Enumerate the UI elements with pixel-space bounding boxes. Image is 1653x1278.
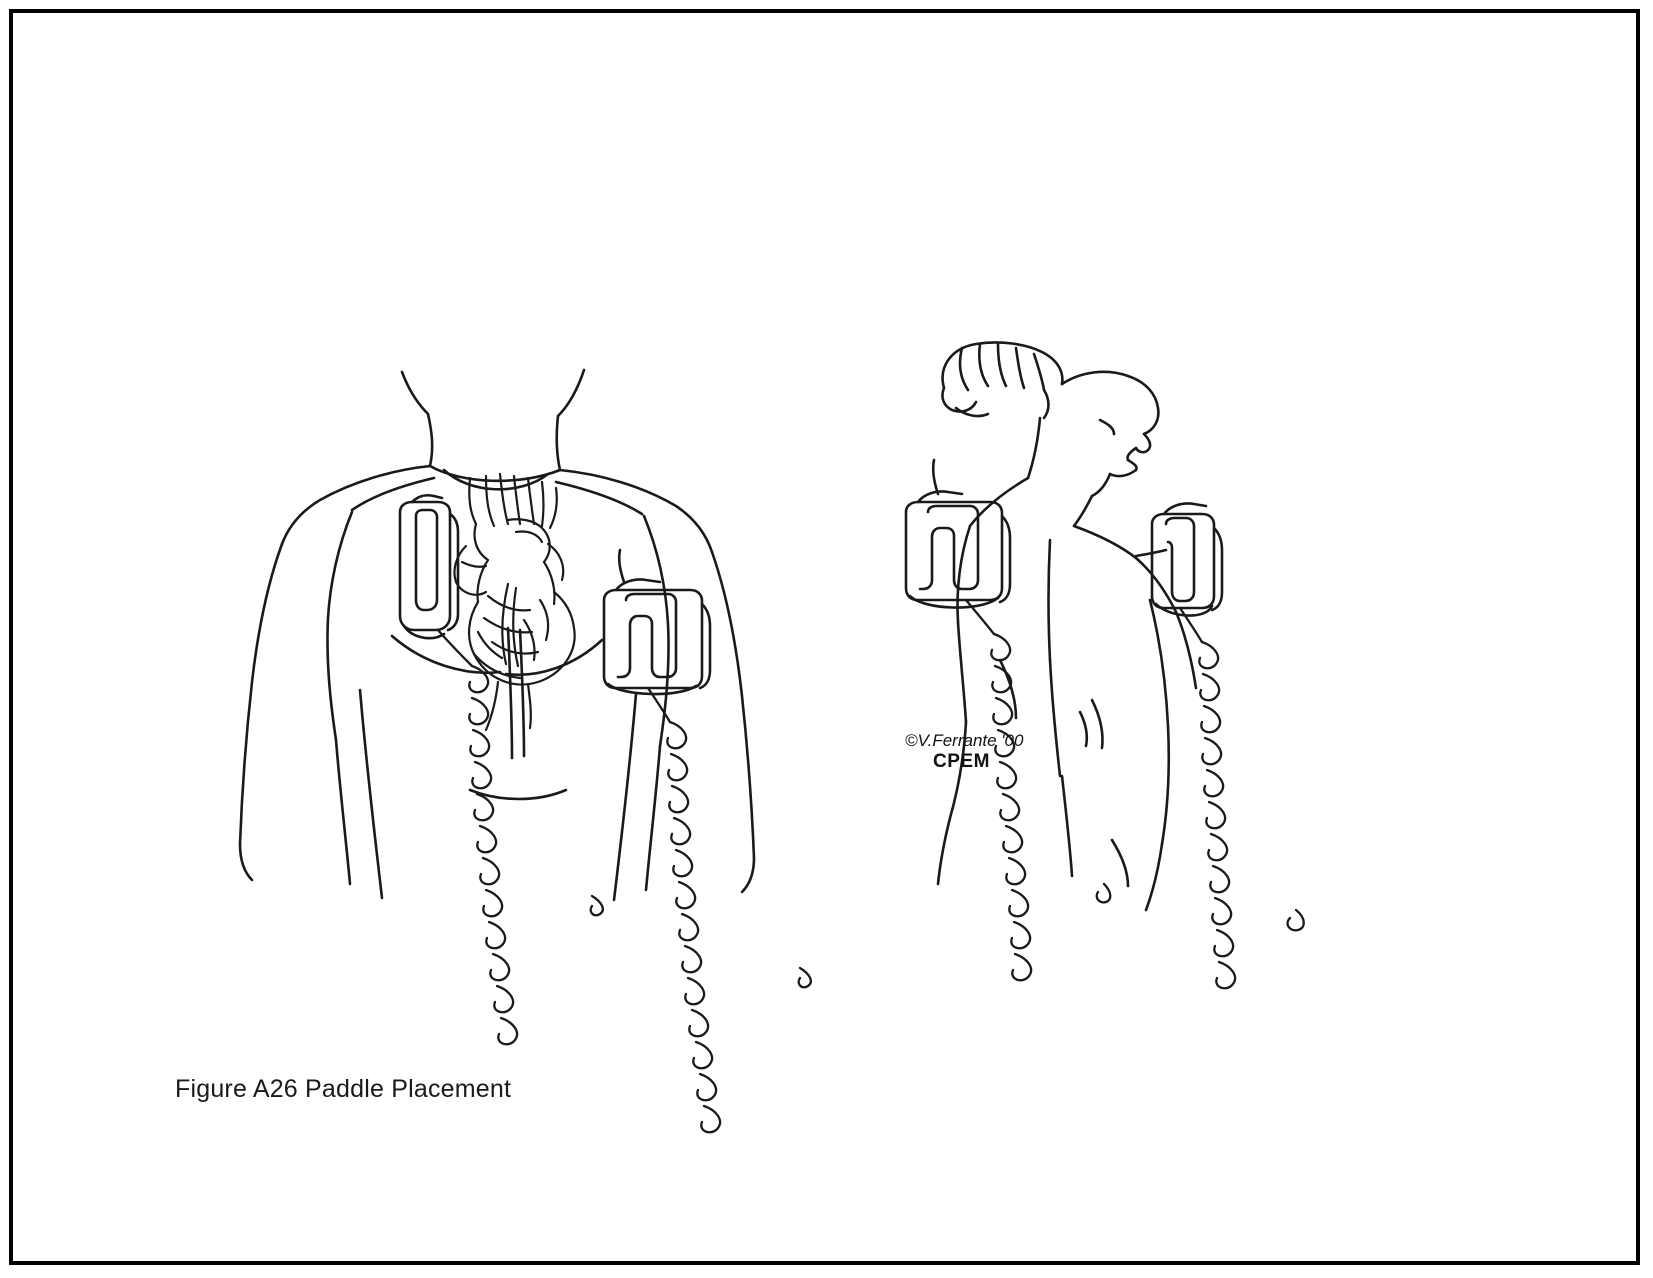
- coronary-artery-3: [540, 600, 548, 640]
- neck-front-right: [1074, 496, 1092, 526]
- paddle-4-slot: [1166, 518, 1194, 601]
- cable-left-lead: [438, 630, 472, 666]
- cable-right-tip: [799, 968, 811, 987]
- sternum-line: [508, 628, 512, 758]
- coronary-artery-1: [488, 596, 530, 610]
- coiled-cable-right: [648, 688, 811, 1132]
- hair-left-lock: [942, 388, 976, 412]
- hair-bottom-right: [1044, 390, 1049, 418]
- hair-bottom-left: [956, 408, 988, 416]
- paddle-4-outer: [1152, 514, 1214, 608]
- back-right-upper: [1150, 600, 1168, 726]
- anterior-view-group: [240, 370, 811, 1132]
- aortic-arch-inner: [516, 531, 542, 542]
- paddle-3-top-edge: [918, 491, 962, 502]
- arm-left-outer: [240, 544, 282, 844]
- hair-strand-2: [979, 344, 988, 386]
- coiled-cable-back: [1180, 608, 1304, 988]
- paddle-2-stub: [619, 550, 624, 582]
- interventricular-groove: [502, 584, 508, 664]
- vessel-6: [542, 482, 544, 526]
- arm-left-inner-lower: [336, 740, 350, 884]
- arm-right-inner-lower: [646, 746, 660, 890]
- cable-left-coil: [469, 666, 517, 1044]
- cable-front-coil: [991, 634, 1031, 980]
- paddle-lower-left-apex: [604, 550, 710, 694]
- neck-left: [428, 414, 432, 466]
- aortic-arch: [508, 519, 550, 562]
- artist-credit: [905, 732, 1025, 772]
- neck-back: [1028, 418, 1040, 478]
- cable-back-lead: [1180, 608, 1202, 642]
- back-left-hip: [938, 818, 950, 884]
- vessel-2: [486, 476, 494, 526]
- vessel-4: [514, 476, 520, 524]
- coiled-cable-front: [966, 600, 1110, 980]
- arm-right-back-lower: [1176, 612, 1196, 688]
- jaw-under: [1092, 474, 1110, 496]
- cable-back-tip: [1288, 910, 1304, 930]
- artist-signature: ©V.Ferrante '00: [905, 731, 1024, 750]
- hair-strand-5: [1034, 354, 1044, 390]
- figure-caption: Figure A26 Paddle Placement: [175, 1075, 512, 1103]
- spine-sacral: [1062, 776, 1072, 876]
- paddle-1-base: [404, 626, 444, 638]
- clavicle-left: [352, 478, 434, 510]
- paddle-1-slot: [416, 510, 437, 610]
- atrium-detail: [462, 562, 486, 567]
- jaw-left-line: [402, 372, 428, 414]
- organization-label: CPEM: [933, 750, 990, 772]
- spine-upper: [1049, 540, 1051, 660]
- muscle-line-right: [1080, 712, 1087, 746]
- vessel-7: [550, 488, 557, 528]
- paddle-posterior: [1136, 503, 1222, 615]
- cable-left-tip: [591, 896, 603, 915]
- hair-strand-1: [960, 348, 968, 390]
- scapula-line-right: [1092, 700, 1103, 748]
- chin-profile: [1110, 470, 1136, 476]
- cable-right-coil: [667, 722, 720, 1132]
- aortic-arch-left: [475, 524, 489, 560]
- inferior-vessel-1: [486, 682, 498, 730]
- sternum-line-2: [520, 630, 524, 756]
- nose-profile: [1136, 434, 1150, 452]
- arm-right-lower: [742, 858, 754, 892]
- jaw-right-line: [558, 370, 584, 416]
- lip-lower: [1128, 460, 1137, 470]
- posterior-lateral-view-group: [906, 342, 1304, 988]
- right-vessel-descend: [544, 562, 555, 604]
- hair-strand-4: [1016, 348, 1024, 388]
- torso-left-side: [360, 690, 382, 898]
- ear-detail: [1100, 420, 1114, 434]
- spine-lower: [1050, 660, 1060, 776]
- arm-left-lower: [240, 844, 252, 880]
- interventricular-groove-2: [513, 588, 518, 666]
- gluteal-hint: [1112, 840, 1128, 886]
- shoulder-left: [282, 466, 430, 544]
- paddle-3-slot: [920, 506, 978, 589]
- arm-right-outer: [712, 552, 754, 858]
- back-left-mid: [958, 622, 966, 722]
- clavicle-right: [556, 482, 642, 514]
- paddle-upper-right-sternum: [400, 495, 458, 638]
- paddle-3-base: [910, 596, 998, 608]
- cable-front-tip: [1097, 884, 1111, 902]
- forehead-profile: [1144, 408, 1158, 434]
- inferior-vessel-2: [528, 684, 531, 728]
- back-right-lower: [1162, 726, 1169, 844]
- paddle-4-top-edge: [1164, 503, 1206, 514]
- head-crown-right: [1062, 372, 1158, 408]
- arm-right-inner: [644, 516, 669, 746]
- neck-right: [557, 416, 560, 470]
- arm-left-inner: [327, 512, 352, 740]
- shoulder-back-right: [1074, 526, 1136, 558]
- paddle-3-stub: [933, 460, 938, 494]
- hair-strand-3: [998, 344, 1006, 386]
- torso-right-side: [614, 694, 636, 900]
- back-right-hip: [1146, 844, 1162, 910]
- cable-back-coil: [1199, 642, 1235, 988]
- lip-upper: [1127, 448, 1136, 460]
- coiled-cable-left: [438, 630, 603, 1044]
